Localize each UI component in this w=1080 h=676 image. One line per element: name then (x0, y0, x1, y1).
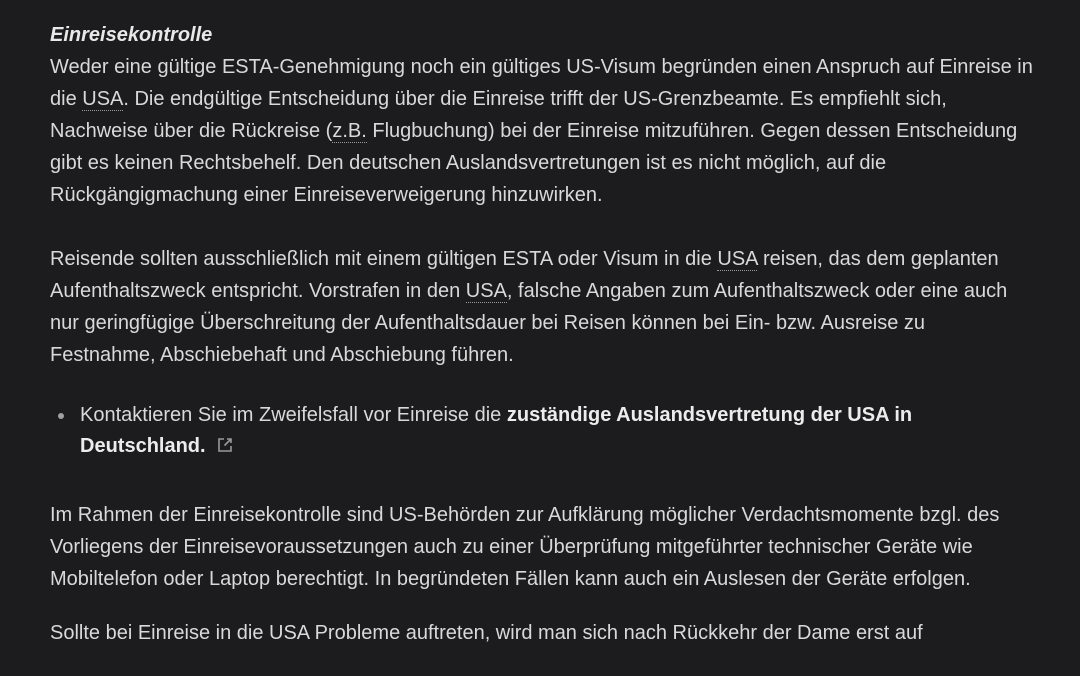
section-heading: Einreisekontrolle (50, 24, 213, 46)
list-item (50, 400, 1035, 462)
list-item-text: Kontaktieren Sie im Zweifelsfall vor Einreise die (80, 404, 507, 426)
embassy-link-label[interactable]: zuständige Auslandsvertretung der USA in Deutschland. (80, 404, 913, 457)
abbreviation-usa: USA (465, 280, 507, 302)
paragraph-text: Reisende sollten ausschließlich mit einem gültigen ESTA oder Visum in die (50, 248, 718, 270)
paragraph-text: . Die endgültige Entscheidung über die Einreise trifft der US-Grenzbeamte. Es empfiehlt sich, Nachweise über die Rückreise ( (50, 88, 947, 142)
paragraph-text: Flugbuchung) bei der Einreise mitzuführen. Gegen dessen Entscheidung gibt es keinen Rechtsbehelf. Den deutschen Auslandsvertretungen ist es nicht möglich, auf die Rückgängigmachung einer Einreiseverweigerung hinzuwirken. (50, 120, 1018, 206)
bullet-list (50, 400, 1035, 462)
paragraph-text: reisen, das dem geplanten Aufenthaltszweck entspricht. Vorstrafen in den (50, 248, 999, 302)
abbreviation-zb: z.B. (332, 120, 367, 142)
paragraph-valid-visa (50, 243, 1035, 371)
paragraph-device-inspection: Im Rahmen der Einreisekontrolle sind US-Behörden zur Aufklärung möglicher Verdachtsmomente bzgl. des Vorliegens der Einreisevoraussetzungen auch zu einer Überprüfung mitgeführter technischer Geräte wie Mobiltelefon oder Laptop berechtigt. In begründeten Fällen kann auch ein Auslesen der Geräte erfolgen. (50, 504, 1000, 590)
abbreviation-usa: USA (82, 88, 124, 110)
external-link-icon (216, 436, 234, 454)
paragraph-partial: Sollte bei Einreise in die USA Probleme auftreten, wird man sich nach Rückkehr der Dame erst auf (50, 622, 923, 644)
paragraph-entry-decision (50, 51, 1035, 211)
paragraph-text: Weder eine gültige ESTA-Genehmigung noch ein gültiges US-Visum begründen einen Anspruch auf Einreise in die (50, 56, 1033, 110)
bullet-icon (58, 413, 64, 419)
article-content (50, 19, 1035, 649)
abbreviation-usa: USA (717, 248, 758, 270)
paragraph-text: , falsche Angaben zum Aufenthaltszweck oder eine auch nur geringfügige Überschreitung der Aufenthaltsdauer bei Reisen können bei Ein- bzw. Ausreise zu Festnahme, Abschiebehaft und Abschiebung führen. (50, 280, 1008, 366)
